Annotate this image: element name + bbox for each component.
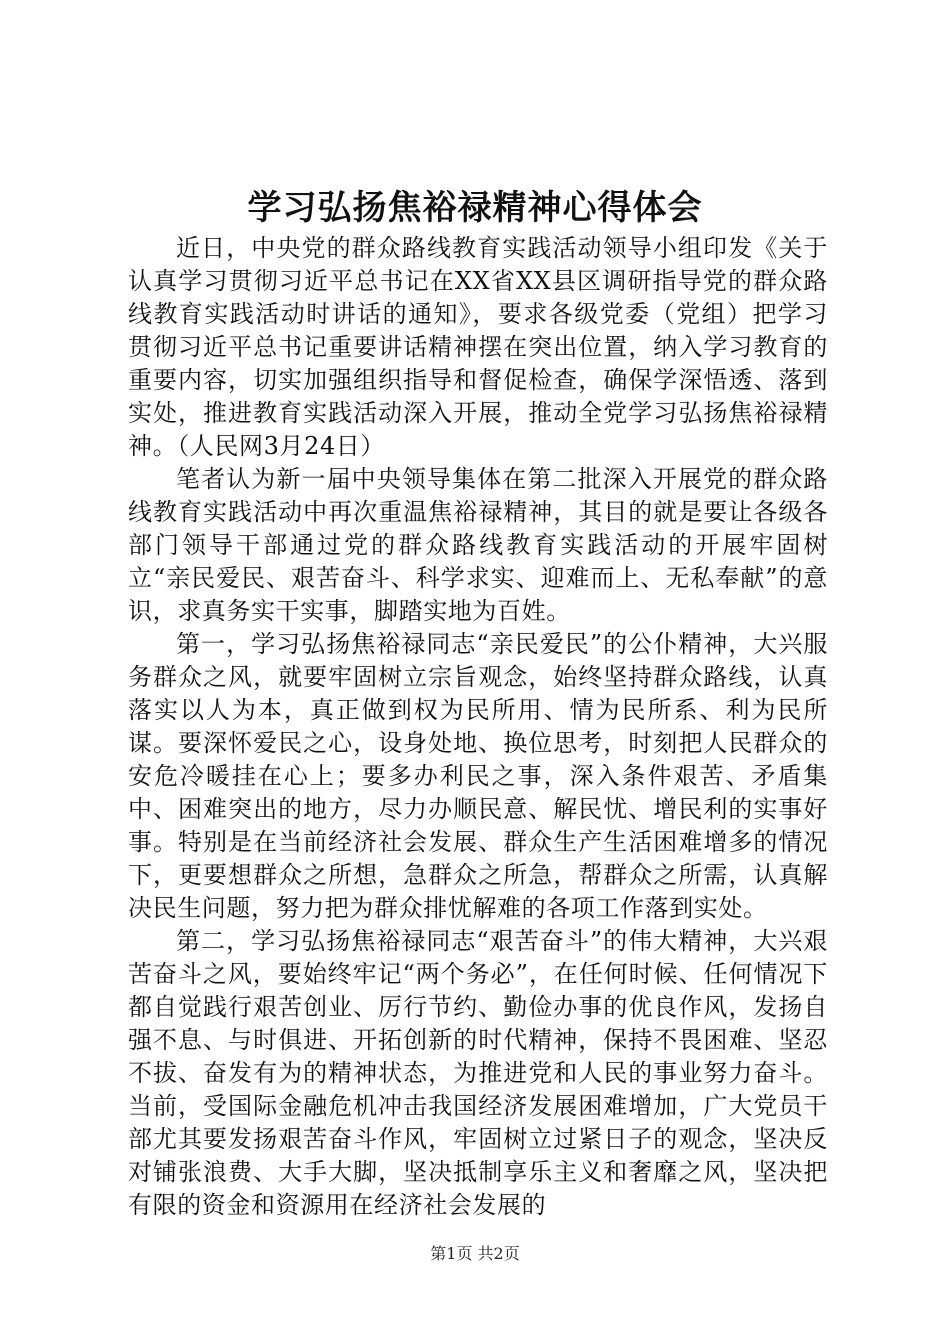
paragraph-first-point: 第一，学习弘扬焦裕禄同志“亲民爱民”的公仆精神，大兴服务群众之风，就要牢固树立宗旨观念，始终坚持群众路线，认真落实以人为本，真正做到权为民所用、情为民所系、利为民所谋。要深怀爱民之心，设身处地、换位思考，时刻把人民群众的安危冷暖挂在心上；要多办利民之事，深入条件艰苦、矛盾集中、困难突出的地方，尽力办顺民意、解民忧、增民利的实事好事。特别是在当前经济社会发展、群众生产生活困难增多的情况下，更要想群众之所想，急群众之所急，帮群众之所需，认真解决民生问题，努力把为群众排忧解难的各项工作落到实处。 xyxy=(128,630,828,922)
page-number-footer: 第1页 共2页 xyxy=(430,1244,520,1263)
paragraph-intro: 近日，中央党的群众路线教育实践活动领导小组印发《关于认真学习贯彻习近平总书记在XX省XX县区调研指导党的群众路线教育实践活动时讲话的通知》，要求各级党委（党组）把学习贯彻习近平总书记重要讲话精神摆在突出位置，纳入学习教育的重要内容，切实加强组织指导和督促检查，确保学深悟透、落到实处，推进教育实践活动深入开展，推动全党学习弘扬焦裕禄精神。（人民网3月24日） xyxy=(128,234,828,460)
paragraph-second-point: 第二，学习弘扬焦裕禄同志“艰苦奋斗”的伟大精神，大兴艰苦奋斗之风，要始终牢记“两个务必”，在任何时候、任何情况下都自觉践行艰苦创业、厉行节约、勤俭办事的优良作风，发扬自强不息、与时俱进、开拓创新的时代精神，保持不畏困难、坚忍不拔、奋发有为的精神状态，为推进党和人民的事业努力奋斗。当前，受国际金融危机冲击我国经济发展困难增加，广大党员干部尤其要发扬艰苦奋斗作风，牢固树立过紧日子的观念，坚决反对铺张浪费、大手大脚，坚决抵制享乐主义和奢靡之风，坚决把有限的资金和资源用在经济社会发展的 xyxy=(128,927,828,1219)
document-title: 学习弘扬焦裕禄精神心得体会 xyxy=(247,188,703,228)
paragraph-author-view: 笔者认为新一届中央领导集体在第二批深入开展党的群众路线教育实践活动中再次重温焦裕禄精神，其目的就是要让各级各部门领导干部通过党的群众路线教育实践活动的开展牢固树立“亲民爱民、艰苦奋斗、科学求实、迎难而上、无私奉献”的意识，求真务实干实事，脚踏实地为百姓。 xyxy=(128,465,828,625)
document-body xyxy=(128,232,828,1222)
